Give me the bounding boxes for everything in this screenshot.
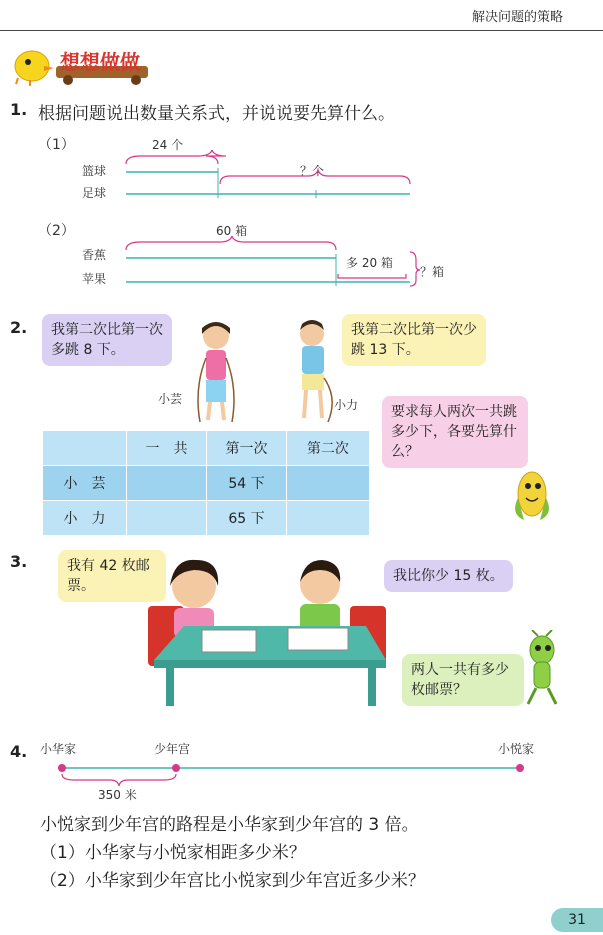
table-cell-first: 65 下 (207, 501, 287, 536)
q1-part1-diagram (120, 150, 415, 206)
q1-number: 1. (10, 100, 28, 119)
table-header-cell: 第一次 (207, 431, 287, 466)
q2-boy-speech-bubble: 我第二次比第一次少跳 13 下。 (342, 314, 486, 366)
table-cell-second (286, 501, 369, 536)
q3-girl-speech-bubble: 我有 42 枚邮票。 (58, 550, 166, 602)
q4-subquestion-2: （2）小华家到少年宫比小悦家到少年宫近多少米？ (40, 871, 425, 891)
q4-distance-label: 350 米 (98, 788, 137, 802)
kids-at-table-illustration (144, 552, 392, 710)
table-cell-total (126, 501, 206, 536)
q4-place-a: 小华家 (40, 742, 77, 756)
q1-part2-right-label: ？箱 (420, 265, 445, 279)
q1-part2-diff-label: 多 20 箱 (346, 256, 393, 270)
page-number: 31 (551, 908, 603, 932)
q2-jump-table (42, 430, 370, 536)
table-row-name: 小 力 (43, 501, 127, 536)
q2-question-bubble: 要求每人两次一共跳多少下，各要先算什么？ (382, 396, 528, 468)
section-title: 想想做做 (60, 50, 140, 74)
header-rule (0, 30, 603, 31)
q1-part1-top-label: 24 个 (152, 138, 184, 152)
q1-part2-row2: 苹果 (82, 272, 107, 286)
girl-jumping-rope-icon (186, 318, 246, 426)
table-cell-first: 54 下 (207, 466, 287, 501)
table-header-cell: 第二次 (286, 431, 369, 466)
table-header-cell (43, 431, 127, 466)
q4-statement: 小悦家到少年宫的路程是小华家到少年宫的 3 倍。 (40, 815, 419, 835)
q1-part1-row2: 足球 (82, 186, 107, 200)
table-header-cell: 一 共 (126, 431, 206, 466)
q4-subquestion-1: （1）小华家与小悦家相距多少米？ (40, 843, 306, 863)
table-row-name: 小 芸 (43, 466, 127, 501)
table-cell-second (286, 466, 369, 501)
table-row (43, 501, 370, 536)
q3-question-bubble: 两人一共有多少枚邮票？ (402, 654, 524, 706)
table-cell-total (126, 466, 206, 501)
q1-part1-row1: 篮球 (82, 164, 107, 178)
q1-part2-diagram (120, 236, 420, 294)
corn-mascot-icon (508, 458, 558, 524)
table-header-row (43, 431, 370, 466)
q2-number: 2. (10, 318, 28, 337)
q4-number: 4. (10, 742, 28, 761)
q3-boy-speech-bubble: 我比你少 15 枚。 (384, 560, 513, 592)
q1-part2-row1: 香蕉 (82, 248, 107, 262)
chapter-title: 解决问题的策略 (471, 10, 563, 25)
grasshopper-mascot-icon (518, 630, 566, 706)
q1-prompt: 根据问题说出数量关系式，并说说要先算什么。 (38, 104, 395, 124)
q2-girl-name: 小芸 (158, 392, 183, 406)
q1-part2-tag: （2） (38, 223, 75, 239)
q2-boy-name: 小力 (334, 398, 359, 412)
q3-number: 3. (10, 552, 28, 571)
q1-part1-tag: （1） (38, 137, 75, 153)
q4-place-c: 小悦家 (498, 742, 535, 756)
q1-part1-bottom-label: ？个 (300, 164, 325, 178)
table-row (43, 466, 370, 501)
q2-girl-speech-bubble: 我第二次比第一次多跳 8 下。 (42, 314, 172, 366)
q1-part2-top-label: 60 箱 (216, 224, 248, 238)
q4-place-b: 少年宫 (154, 742, 191, 756)
